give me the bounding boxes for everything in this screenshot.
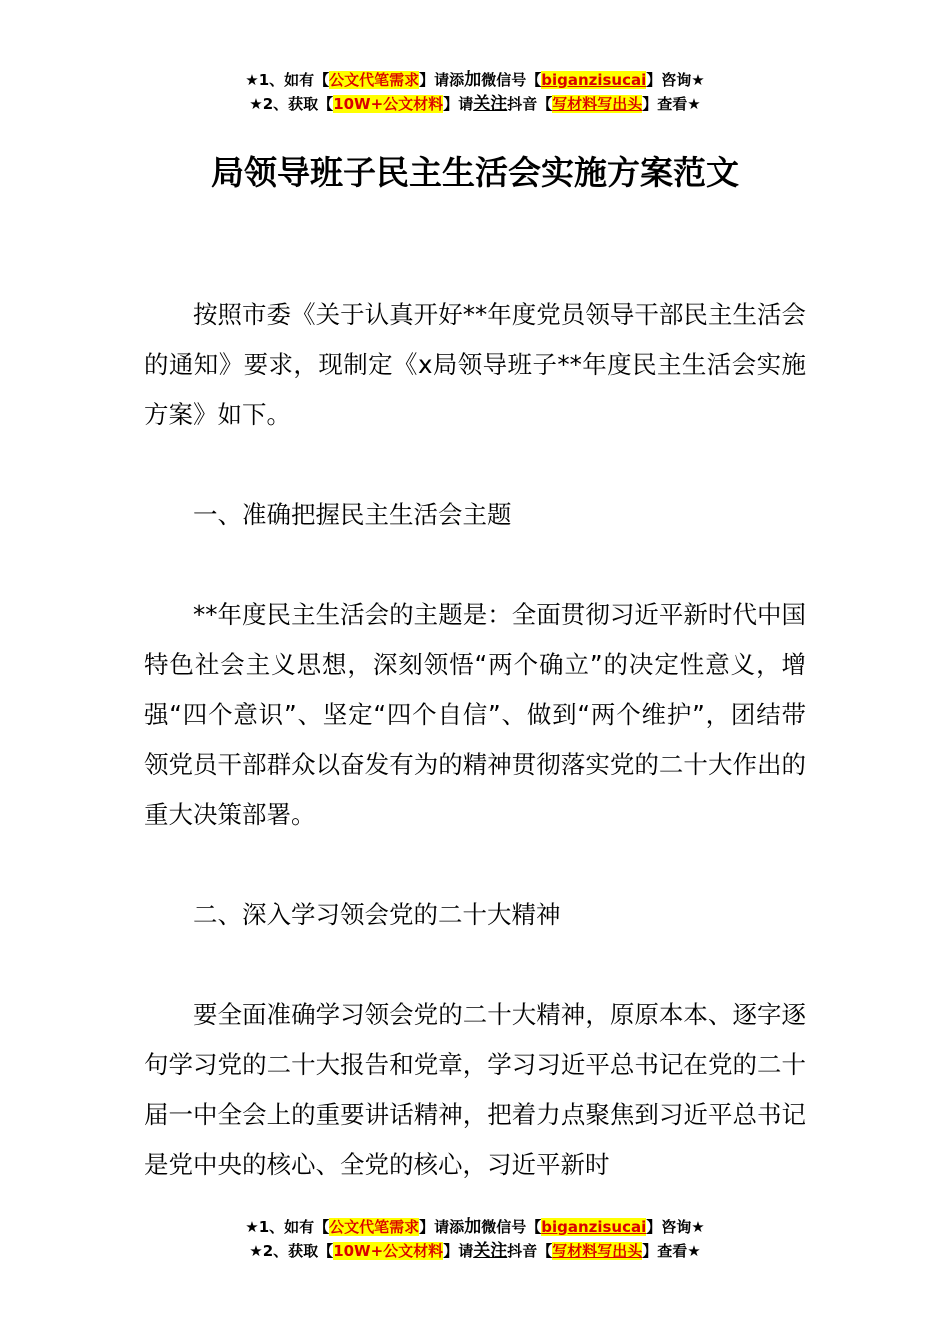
document-title: 局领导班子民主生活会实施方案范文 — [211, 153, 739, 192]
banner-line-2 — [0, 1239, 950, 1263]
banner-line1-highlight-service: 公文代笔需求 — [329, 71, 420, 89]
banner-line2-douyin-account: 写材料写出头 — [552, 1242, 643, 1260]
paragraph-intro: 按照市委《关于认真开好**年度党员领导干部民主生活会的通知》要求，现制定《x局领导班子**年度民主生活会实施方案》如下。 — [144, 300, 806, 429]
banner-line2-follow: 关注 — [473, 94, 508, 114]
section-heading-2: 二、深入学习领会党的二十大精神 — [193, 900, 561, 929]
banner-line1-prefix: ★1、如有【 — [245, 1218, 330, 1236]
banner-line2-mid1: 】请 — [443, 95, 474, 113]
banner-line-1 — [0, 1215, 950, 1239]
banner-line2-mid2: 抖音【 — [507, 1242, 553, 1260]
paragraph-theme: **年度民主生活会的主题是：全面贯彻习近平新时代中国特色社会主义思想，深刻领悟“两个确立”的决定性意义，增强“四个意识”、坚定“四个自信”、做到“两个维护”，团结带领党员干部群众以奋发有为的精神贯彻落实党的二十大作出的重大决策部署。 — [144, 600, 806, 829]
banner-line1-mid2: 微信号【 — [481, 1218, 542, 1236]
top-banner — [0, 68, 950, 116]
paragraph-gap — [144, 840, 806, 890]
banner-line1-mid2: 微信号【 — [481, 71, 542, 89]
banner-line-1 — [0, 68, 950, 92]
banner-line-2 — [0, 92, 950, 116]
paragraph-gap — [144, 440, 806, 490]
paragraph-gap — [144, 940, 806, 990]
paragraph-study: 要全面准确学习领会党的二十大精神，原原本本、逐字逐句学习党的二十大报告和党章，学习习近平总书记在党的二十届一中全会上的重要讲话精神，把着力点聚焦到习近平总书记是党中央的核心、全党的核心，习近平新时 — [144, 1000, 806, 1179]
banner-line1-highlight-service: 公文代笔需求 — [329, 1218, 420, 1236]
banner-line2-douyin-account: 写材料写出头 — [552, 95, 643, 113]
banner-line1-wechat-id: biganzisucai — [541, 1218, 647, 1236]
banner-line2-mid1: 】请 — [443, 1242, 474, 1260]
banner-line2-prefix: ★2、获取【 — [249, 95, 334, 113]
banner-line2-follow: 关注 — [473, 1241, 508, 1261]
banner-line2-highlight-materials: 10W+公文材料 — [333, 95, 444, 113]
banner-line1-add: 加 — [464, 1217, 482, 1237]
document-body — [144, 290, 806, 1190]
bottom-banner — [0, 1215, 950, 1263]
banner-line2-suffix: 】查看★ — [642, 1242, 701, 1260]
banner-line2-suffix: 】查看★ — [642, 95, 701, 113]
paragraph-gap — [144, 540, 806, 590]
banner-line2-highlight-materials: 10W+公文材料 — [333, 1242, 444, 1260]
banner-line1-suffix: 】咨询★ — [646, 1218, 705, 1236]
banner-line1-mid1: 】请添 — [419, 71, 465, 89]
banner-line1-mid1: 】请添 — [419, 1218, 465, 1236]
banner-line2-mid2: 抖音【 — [507, 95, 553, 113]
banner-line1-add: 加 — [464, 70, 482, 90]
banner-line1-wechat-id: biganzisucai — [541, 71, 647, 89]
section-heading-1: 一、准确把握民主生活会主题 — [193, 500, 512, 529]
banner-line2-prefix: ★2、获取【 — [249, 1242, 334, 1260]
banner-line1-suffix: 】咨询★ — [646, 71, 705, 89]
banner-line1-prefix: ★1、如有【 — [245, 71, 330, 89]
